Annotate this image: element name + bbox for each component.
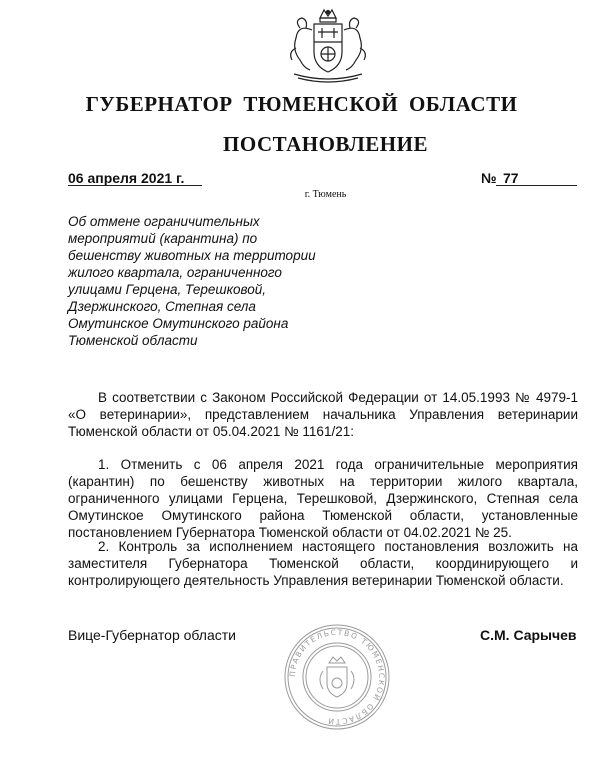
clause-2-text: 2. Контроль за исполнением настоящего постановления возложить на заместителя Губернатора Тюменской области, координирующего и контролирующего деятельность Управления ветеринарии Тюменской области.: [68, 539, 578, 588]
subject-line: бешенству животных на территории: [68, 248, 316, 263]
document-date: 06 апреля 2021 г.: [68, 170, 185, 186]
number-label: №: [481, 170, 497, 186]
subject-line: Дзержинского, Степная села: [68, 299, 256, 314]
document-number: 77: [503, 170, 519, 186]
authority-title: ГУБЕРНАТОР ТЮМЕНСКОЙ ОБЛАСТИ: [85, 92, 518, 116]
clause-2-paragraph: [68, 538, 578, 589]
subject-line: мероприятий (карантина) по: [68, 231, 258, 246]
signer-name: С.М. Сарычев: [480, 627, 577, 643]
document-type: ПОСТАНОВЛЕНИЕ: [223, 132, 428, 156]
number-underline: [496, 185, 577, 186]
subject-line: Тюменской области: [68, 333, 198, 348]
subject-line: улицами Герцена, Терешковой,: [68, 282, 266, 297]
signer-title: Вице-Губернатор области: [68, 627, 236, 643]
preamble-paragraph: [68, 389, 578, 440]
city: г. Тюмень: [304, 189, 347, 200]
coat-of-arms-icon: [280, 8, 376, 84]
official-seal-icon: [283, 623, 391, 731]
subject-line: Об отмене ограничительных: [68, 214, 260, 229]
clause-1-paragraph: [68, 456, 578, 541]
clause-1-text: 1. Отменить с 06 апреля 2021 года ограничительные мероприятия (карантин) по бешенству животных на территории жилого квартала, ограниченного улицами Герцена, Терешковой, Дзержинского, Степная села Омутинское Омутинского района Тюменской области, установленные постановлением Губернатора Тюменской области от 04.02.2021 № 25.: [68, 457, 578, 540]
seal-text: ПРАВИТЕЛЬСТВО ТЮМЕНСКОЙ ОБЛАСТИ: [287, 627, 387, 727]
subject-line: жилого квартала, ограниченного: [68, 265, 282, 280]
date-underline: [68, 185, 202, 186]
preamble-text: В соответствии с Законом Российской Федерации от 14.05.1993 № 4979-1 «О ветеринарии», представлением начальника Управления ветеринарии Тюменской области от 05.04.2021 № 1161/21:: [68, 390, 578, 439]
document-subject: [68, 213, 368, 349]
subject-line: Омутинское Омутинского района: [68, 316, 289, 331]
